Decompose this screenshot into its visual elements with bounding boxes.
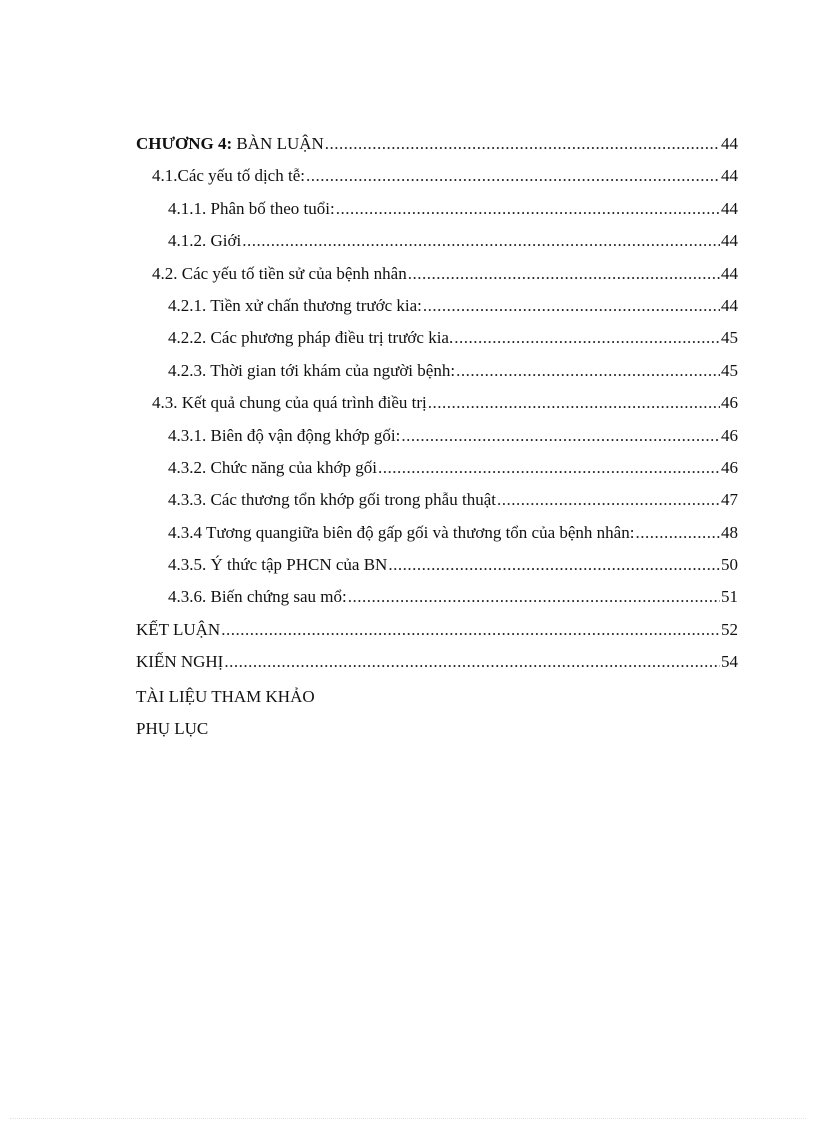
toc-references-heading: TÀI LIỆU THAM KHẢO xyxy=(136,686,315,706)
toc-leader-dots xyxy=(336,193,720,225)
toc-leader-dots xyxy=(401,420,720,452)
toc-leader-dots xyxy=(428,387,720,419)
toc-page-number: 46 xyxy=(721,393,738,413)
toc-entry-title: 4.1.1. Phân bố theo tuổi: xyxy=(168,198,335,218)
toc-entry-title: KẾT LUẬN xyxy=(136,619,221,639)
toc-entry xyxy=(136,484,738,516)
toc-entry-title: 4.3.5. Ý thức tập PHCN của BN xyxy=(168,555,388,575)
toc-entry xyxy=(136,128,738,160)
toc-entry-title: CHƯƠNG 4: BÀN LUẬN xyxy=(136,134,324,153)
page-bottom-divider xyxy=(10,1118,806,1119)
toc-page-number: 52 xyxy=(721,619,738,639)
toc-entry xyxy=(136,225,738,257)
toc-page-number: 46 xyxy=(721,425,738,445)
toc-page-number: 46 xyxy=(721,457,738,477)
toc-entry-title: 4.3.1. Biên độ vận động khớp gối: xyxy=(168,425,401,445)
toc-entry xyxy=(136,549,738,581)
toc-entry xyxy=(136,355,738,387)
toc-page-number: 50 xyxy=(721,555,738,575)
toc-leader-dots xyxy=(378,452,720,484)
toc-entry-title: 4.3.4 Tương quangiữa biên độ gấp gối và thương tổn của bệnh nhân: xyxy=(168,522,635,542)
toc-leader-dots xyxy=(454,322,720,354)
toc-entry-title: 4.3.2. Chức năng của khớp gối xyxy=(168,457,377,477)
toc-leader-dots xyxy=(423,290,720,322)
toc-entry-title: 4.2. Các yếu tố tiền sử của bệnh nhân xyxy=(152,263,407,283)
toc-leader-dots xyxy=(497,484,720,516)
toc-entry-title: KIẾN NGHỊ xyxy=(136,652,224,672)
toc-leader-dots xyxy=(408,258,720,290)
toc-entry xyxy=(136,322,738,354)
toc-entry xyxy=(136,517,738,549)
toc-entry-title: 4.3.6. Biến chứng sau mổ: xyxy=(168,587,347,607)
toc-page-number: 44 xyxy=(721,166,738,186)
toc-leader-dots xyxy=(348,581,720,613)
toc-leader-dots xyxy=(388,549,720,581)
toc-entry xyxy=(136,420,738,452)
toc-entry xyxy=(136,258,738,290)
toc-page-number: 44 xyxy=(721,295,738,315)
toc-leader-dots xyxy=(221,614,720,646)
toc-leader-dots xyxy=(224,646,720,678)
toc-page-number: 48 xyxy=(721,522,738,542)
toc-appendix-heading: PHỤ LỤC xyxy=(136,719,209,739)
toc-entry xyxy=(136,193,738,225)
toc-entry-title: 4.1.Các yếu tố dịch tễ: xyxy=(152,166,305,186)
toc-page-number: 44 xyxy=(721,134,738,153)
toc-page-number: 45 xyxy=(721,328,738,348)
toc-page-number: 44 xyxy=(721,198,738,218)
toc-entry-title: 4.2.2. Các phương pháp điều trị trước kia. xyxy=(168,328,454,348)
toc-entry-title: 4.2.1. Tiền xử chấn thương trước kia: xyxy=(168,295,422,315)
toc-page-number: 44 xyxy=(721,263,738,283)
toc-entry xyxy=(136,387,738,419)
toc-entry xyxy=(136,581,738,613)
toc-leader-dots xyxy=(635,517,720,549)
toc-page-number: 47 xyxy=(721,490,738,510)
toc-entry xyxy=(136,160,738,192)
toc-page-number: 44 xyxy=(721,231,738,251)
toc-leader-dots xyxy=(325,128,720,160)
toc-entry xyxy=(136,614,738,646)
table-of-contents xyxy=(136,128,738,745)
toc-entry xyxy=(136,646,738,678)
toc-leader-dots xyxy=(456,355,720,387)
toc-chapter-prefix: CHƯƠNG 4: xyxy=(136,134,233,153)
toc-leader-dots xyxy=(242,225,720,257)
toc-entry-title: 4.3.3. Các thương tổn khớp gối trong phẫu thuật xyxy=(168,490,496,510)
toc-entry xyxy=(136,290,738,322)
toc-entry-title: 4.1.2. Giới xyxy=(168,231,242,251)
toc-page-number: 54 xyxy=(721,652,738,672)
toc-entry xyxy=(136,452,738,484)
toc-leader-dots xyxy=(306,160,720,192)
toc-entry-title: 4.3. Kết quả chung của quá trình điều trị xyxy=(152,393,427,413)
toc-entry-title: 4.2.3. Thời gian tới khám của người bệnh: xyxy=(168,360,456,380)
toc-page-number: 51 xyxy=(721,587,738,607)
toc-page-number: 45 xyxy=(721,360,738,380)
